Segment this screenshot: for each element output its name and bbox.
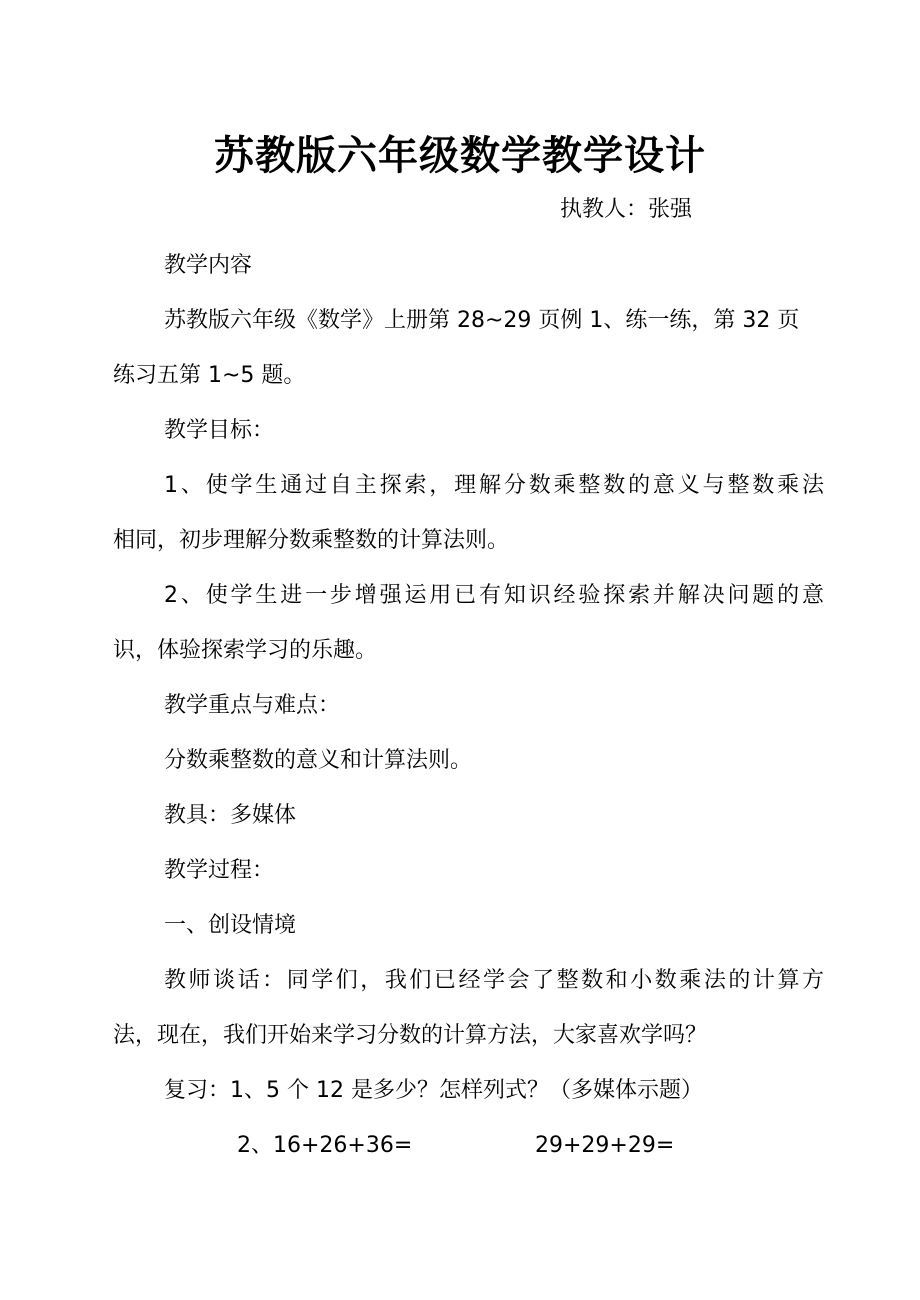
section-heading-scenario: 一、创设情境 xyxy=(164,913,297,938)
section-heading-content: 教学内容 xyxy=(164,253,253,278)
paragraph-line: 1、使学生通过自主探索，理解分数乘整数的意义与整数乘法 xyxy=(164,473,824,498)
review-item-2a: 2、16+26+36= xyxy=(237,1133,413,1158)
paragraph-line: 法，现在，我们开始来学习分数的计算方法，大家喜欢学吗？ xyxy=(113,1023,708,1048)
paragraph-line: 苏教版六年级《数学》上册第 28~29 页例 1、练一练，第 32 页 xyxy=(164,308,800,333)
section-heading-key-points: 教学重点与难点： xyxy=(164,693,341,718)
paragraph-line: 教师谈话：同学们，我们已经学会了整数和小数乘法的计算方 xyxy=(164,968,824,993)
page-title: 苏教版六年级数学教学设计 xyxy=(214,132,706,179)
section-heading-process: 教学过程： xyxy=(164,858,275,883)
author-line: 执教人：张强 xyxy=(560,197,693,222)
paragraph-line: 识，体验探索学习的乐趣。 xyxy=(113,638,378,663)
paragraph-line: 2、使学生进一步增强运用已有知识经验探索并解决问题的意 xyxy=(164,583,824,608)
review-question-1: 复习：1、5 个 12 是多少？怎样列式？（多媒体示题） xyxy=(164,1078,703,1103)
section-heading-objectives: 教学目标： xyxy=(164,418,275,443)
paragraph-line: 练习五第 1~5 题。 xyxy=(113,363,306,388)
paragraph-line: 教具：多媒体 xyxy=(164,803,297,828)
paragraph-line: 分数乘整数的意义和计算法则。 xyxy=(164,748,473,773)
review-item-2b: 29+29+29= xyxy=(535,1133,675,1158)
paragraph-line: 相同，初步理解分数乘整数的计算法则。 xyxy=(113,528,510,553)
